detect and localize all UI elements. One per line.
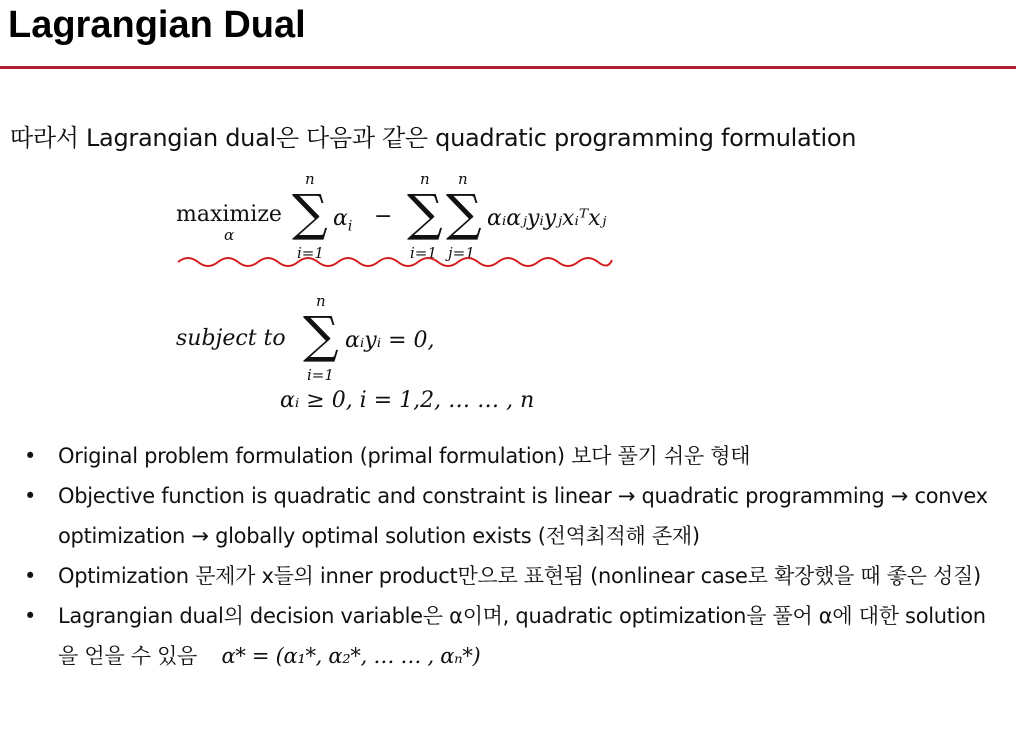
sum4-lower: i=1: [307, 366, 334, 384]
sum3-upper: n: [458, 170, 468, 188]
maximize-label: maximize: [176, 202, 282, 227]
intro-text: 따라서 Lagrangian dual은 다음과 같은 quadratic programming formulation: [10, 124, 857, 152]
sum4-upper: n: [316, 292, 326, 310]
subject-to-label: subject to: [176, 326, 286, 351]
sum3-lower: j=1: [448, 244, 475, 262]
sum1-sigma: ∑: [292, 184, 328, 242]
bullet-text: Optimization 문제가 x들의 inner product만으로 표현됨 (nonlinear case로 확장했을 때 좋은 성질): [58, 564, 981, 588]
sum1-upper: n: [305, 170, 315, 188]
title-underline: [0, 66, 1016, 69]
minus-sign: −: [374, 204, 393, 229]
bullet-text: Original problem formulation (primal formulation) 보다 풀기 쉬운 형태: [58, 444, 751, 468]
maximize-subscript: α: [224, 226, 235, 244]
bullet-item: [24, 596, 1004, 676]
bullet-item: [24, 556, 1004, 596]
sum2-lower: i=1: [410, 244, 437, 262]
constraint-line2: αᵢ ≥ 0, i = 1,2, … … , n: [280, 388, 535, 413]
red-squiggle-underline: [176, 252, 616, 268]
bullet-item: [24, 436, 1004, 476]
bullet-dot: •: [24, 564, 37, 588]
constraint-expr: αᵢyᵢ = 0,: [345, 328, 435, 353]
sum2-upper: n: [420, 170, 430, 188]
bullet-text: Lagrangian dual의 decision variable은 α이며, quadratic optimization을 풀어 α에 대한 solution을 얻을 수 있음: [58, 604, 986, 668]
sum3-sigma: ∑: [446, 184, 482, 242]
term1: $\alpha_i$: [333, 206, 353, 235]
bullet-dot: •: [24, 484, 37, 508]
bullet-list: [24, 436, 1004, 676]
alpha-star-formula: α* = (α₁*, α₂*, … … , αₙ*): [221, 644, 481, 668]
bullet-item: [24, 476, 1004, 556]
bullet-dot: •: [24, 604, 37, 628]
term2: αᵢαⱼyᵢyⱼxᵢᵀxⱼ: [487, 206, 607, 231]
sum2-sigma: ∑: [407, 184, 443, 242]
bullet-text: Objective function is quadratic and constraint is linear → quadratic programming → convex optimization → globally optimal solution exists (전역최적해 존재): [58, 484, 988, 548]
sum1-lower: i=1: [297, 244, 324, 262]
slide-title: Lagrangian Dual: [8, 4, 306, 46]
sum4-sigma: ∑: [303, 306, 339, 364]
bullet-dot: •: [24, 444, 37, 468]
